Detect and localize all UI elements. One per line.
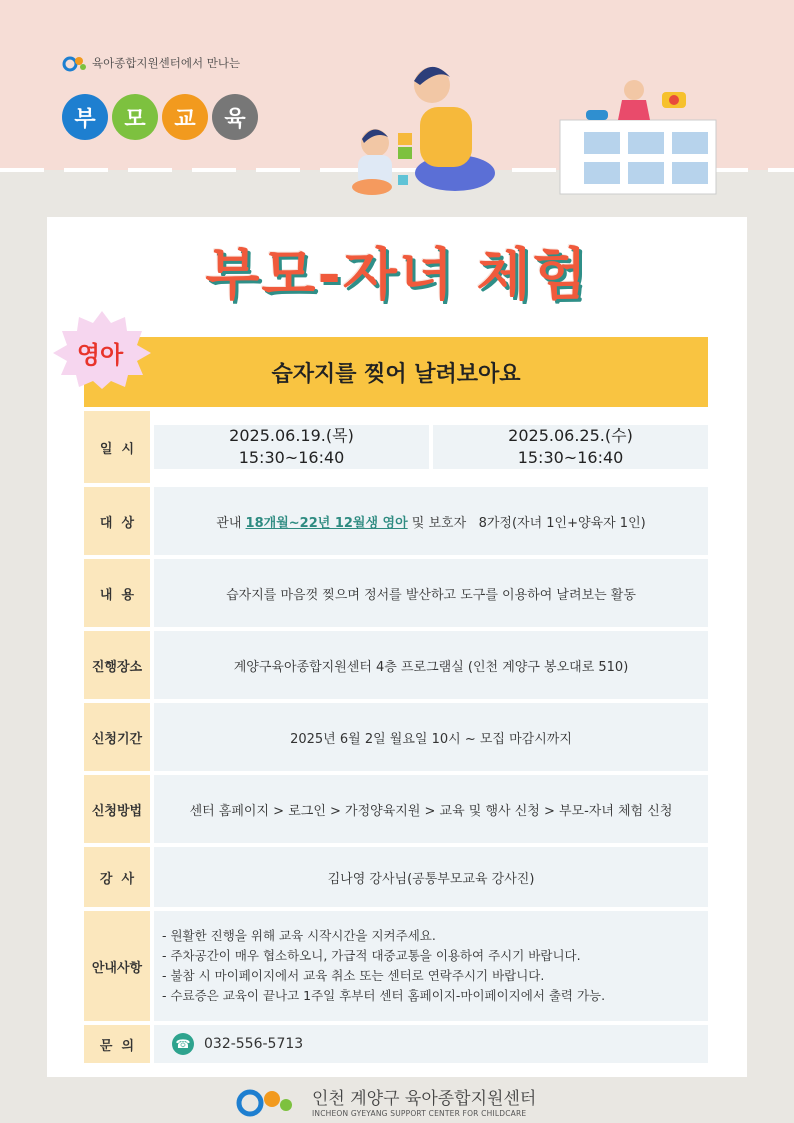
instructor-value: 김나영 강사님(공통부모교육 강사진) [154,847,708,907]
circle-char: 교 [162,94,208,140]
contact-value [154,1025,708,1063]
toy-shelf-illustration [558,70,718,195]
circle-char: 부 [62,94,108,140]
row-label: 신청방법 [84,775,150,843]
content-value: 습자지를 마음껏 찢으며 정서를 발산하고 도구를 이용하여 날려보는 활동 [154,559,708,627]
notes-value [154,911,708,1021]
header-subtitle: 육아종합지원센터에서 만나는 [92,56,241,70]
target-value [154,487,708,555]
phone-number[interactable]: 032-556-5713 [204,1036,304,1052]
notes-item: - 불참 시 마이페이지에서 교육 취소 또는 센터로 연락주시기 바랍니다. [162,968,545,983]
schedule-row [84,411,708,483]
period-value: 2025년 6월 2일 월요일 10시 ~ 모집 마감시까지 [154,703,708,771]
footer-center-name: 인천 계양구 육아종합지원센터 [312,1089,537,1109]
date-cell-2 [433,425,708,469]
notes-row [84,911,708,1021]
header-subtitle-row [62,52,240,74]
date-cells [154,411,708,483]
row-label: 일 시 [84,411,150,483]
notes-list [162,926,605,1006]
notes-item: - 수료증은 교육이 끝나고 1주일 후부터 센터 홈페이지-마이페이지에서 출력 가능. [162,988,606,1003]
program-banner: 습자지를 찢어 날려보아요 [84,337,708,407]
date-cell-1 [154,425,429,469]
method-value: 센터 홈페이지 > 로그인 > 가정양육지원 > 교육 및 행사 신청 > 부모-자녀 체험 신청 [154,775,708,843]
instructor-row [84,847,708,907]
age-badge-label: 영아 [76,341,124,369]
circle-char: 모 [112,94,158,140]
target-suffix: 및 보호자 8가정(자녀 1인+양육자 1인) [407,515,646,531]
place-value: 계양구육아종합지원센터 4층 프로그램실 (인천 계양구 봉오대로 510) [154,631,708,699]
content-row [84,559,708,627]
row-label: 진행장소 [84,631,150,699]
phone-icon: ☎ [172,1033,194,1055]
page-title: 부모-자녀 체험 [205,243,589,308]
target-row [84,487,708,555]
period-row [84,703,708,771]
row-label: 신청기간 [84,703,150,771]
info-table [84,411,708,1067]
row-label: 강 사 [84,847,150,907]
date-text: 2025.06.25.(수) [508,426,633,445]
footer-center-english: INCHEON GYEYANG SUPPORT CENTER FOR CHILDCARE [312,1109,527,1118]
info-card [47,217,747,1077]
footer [234,1084,536,1118]
notes-item: - 원활한 진행을 위해 교육 시작시간을 지켜주세요. [162,928,436,943]
target-prefix: 관내 [216,515,246,531]
notes-item: - 주차공간이 매우 협소하오니, 가급적 대중교통을 이용하여 주시기 바랍니다. [162,948,581,963]
row-label: 대 상 [84,487,150,555]
date-text: 2025.06.19.(목) [229,426,354,445]
parent-child-illustration [340,55,510,200]
footer-text [312,1084,536,1118]
center-logo-icon [62,52,88,74]
row-label: 내 용 [84,559,150,627]
row-label: 문 의 [84,1025,150,1063]
target-highlight: 18개월~22년 12월생 영아 [245,515,408,531]
time-text: 15:30~16:40 [238,448,345,467]
center-logo-icon [234,1085,304,1117]
contact-row [84,1025,708,1063]
program-title-circles [62,94,258,140]
method-row [84,775,708,843]
time-text: 15:30~16:40 [517,448,624,467]
circle-char: 육 [212,94,258,140]
row-label: 안내사항 [84,911,150,1021]
place-row [84,631,708,699]
